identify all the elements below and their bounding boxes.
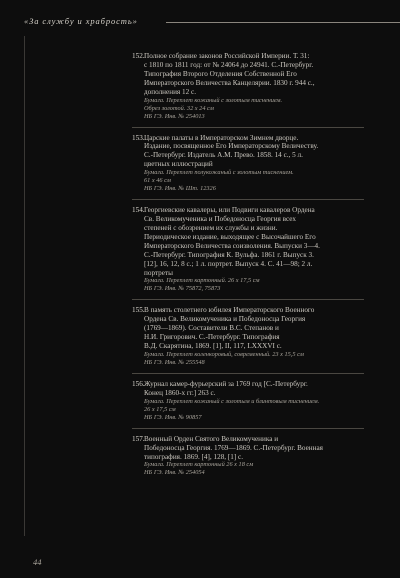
entry-title: Журнал камер-фурьерский за 1769 год [С.-Петербург. Конец 1860-х гг.] 263 с. [144, 379, 308, 397]
running-header [0, 16, 400, 30]
entry-number: 155. [132, 306, 145, 315]
entry-number: 153. [132, 133, 145, 142]
entry-number: 154. [132, 206, 145, 215]
entry-title: Царские палаты в Императорском Зимнем дворце. Издание, посвященное Его Императорскому Величеству. С.-Петербург. Издатель А.М. Прево. 1858. 14 с., 5 л. цветных иллюстраций [144, 133, 319, 169]
entry-number: 157. [132, 434, 145, 443]
entry-description: Бумага. Переплет полукожаный с золотым тиснением. 61 х 46 см НБ ГЭ. Инв. № Шт. 12326 [144, 169, 294, 193]
entry-number: 156. [132, 379, 145, 388]
catalog-entry [132, 435, 364, 484]
header-rule [166, 22, 400, 23]
catalog-entries [132, 52, 364, 489]
running-header-title: «За службу и храбрость» [24, 16, 138, 26]
entry-description: Бумага. Переплет коленкоровый, современный. 23 х 15,5 см НБ ГЭ. Инв. № 255548 [144, 350, 304, 366]
entry-title: В память столетнего юбилея Императорского Военного Ордена Св. Великомученика и Победоносца Георгия (1769—1869). Составители В.С. Степанов и Н.И. Григорович. С.-Петербург. Типография В.Д. Скарятина, 1869. [1], II, 117, LXXXVI с. [144, 306, 315, 351]
catalog-entry [132, 134, 364, 201]
entry-number: 152. [132, 52, 145, 60]
page-number: 44 [33, 557, 42, 567]
entry-description: Бумага. Переплет кожаный с золотым и блинтовым тиснением. 26 х 17,5 см НБ ГЭ. Инв. № 90857 [144, 397, 320, 421]
catalog-entry [132, 206, 364, 300]
entry-description: Бумага. Переплет картонный. 26 х 17,5 см НБ ГЭ. Инв. № 75872, 75873 [144, 277, 260, 293]
entry-description: Бумага. Переплет картонный 26 х 18 см НБ ГЭ. Инв. № 254054 [144, 461, 254, 477]
catalog-entry [132, 380, 364, 429]
entry-title: Георгиевские кавалеры, или Подвиги кавалеров Ордена Св. Великомученика и Победоносца Георгия всех степеней с обозрением их службы и жизни. Периодическое издание, выходящее с Высочайшего Его Императорского Величества соизволения. Выпуски 3—4. С.-Петербург. Типография К. Вульфа. 1861 г. Выпуск 3. [12], 16, 12, 8 с.; 1 л. портрет. Выпуск 4. С. 41—98; 2 л. портреты [144, 206, 320, 277]
entry-description: Бумага. Переплет кожаный с золотым тиснением. Обрез золотой. 32 х 24 см НБ ГЭ. Инв. № 254013 [144, 96, 283, 120]
catalog-entry [132, 306, 364, 374]
margin-rule [24, 36, 25, 536]
catalog-entry [132, 52, 364, 128]
entry-title: Военный Орден Святого Великомученика и Победоносца Георгия. 1769—1869. С.-Петербург. Военная типография. 1869. [4], 128, [1] с. [144, 434, 323, 461]
entry-title: Полное собрание законов Российской Империи. Т. 31: с 1810 по 1811 год: от № 24064 до 24941. С.-Петербург. Типография Второго Отделения Собственной Его Императорского Величества Канцелярии. 1830 г. 944 с., дополнения 12 с. [144, 52, 315, 96]
